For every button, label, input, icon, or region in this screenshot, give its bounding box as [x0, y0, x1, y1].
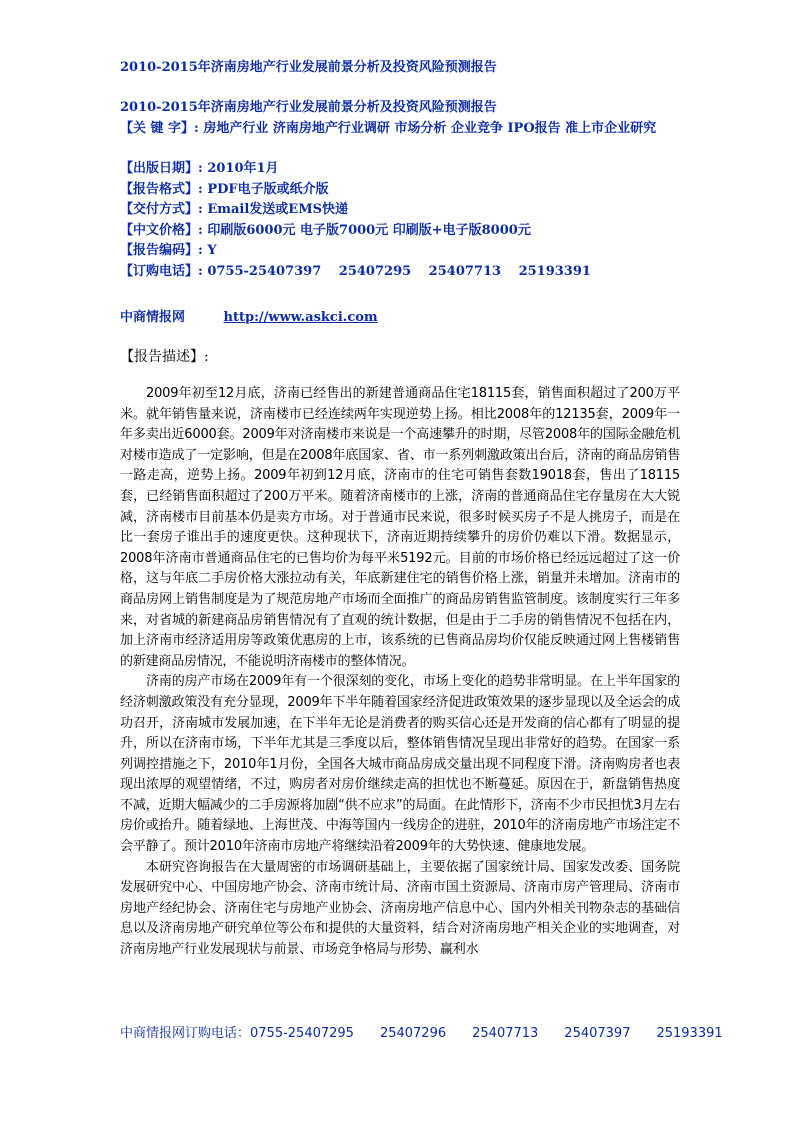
- delivery-method: 【交付方式】: Email发送或EMS快递: [120, 202, 348, 217]
- footer-number: 25193391: [656, 1026, 723, 1041]
- description-body: [120, 384, 680, 961]
- paragraph: 2009年初至12月底，济南已经售出的新建普通商品住宅18115套，销售面积超过了200万平米。就年销售量来说，济南楼市已经连续两年实现逆势上扬。相比2008年的12135套，2009年一年多卖出近6000套。2009年对济南楼市来说是一个高速攀升的时期，尽管2008年的国际金融危机对楼市造成了一定影响，但是在2008年底国家、省、市一系列刺激政策出台后，济南的商品房销售一路走高，逆势上扬。2009年初到12月底，济南市的住宅可销售套数19018套，售出了18115套，已经销售面积超过了200万平米。随着济南楼市的上涨，济南的普通商品住宅存量房在大大锐减，济南楼市目前基本仍是卖方市场。对于普通市民来说，很多时候买房子不是人挑房子，而是在比一套房子谁出手的速度更快。这种现状下，济南近期持续攀升的房价仍难以下滑。数据显示，2008年济南市普通商品住宅的已售均价为每平米5192元。目前的市场价格已经远远超过了这一价格，这与年底二手房价格大涨拉动有关，年底新建住宅的销售价格上涨，销量并未增加。济南市的商品房网上销售制度是为了规范房地产市场而全面推广的商品房销售监管制度。该制度实行三年多来，对省城的新建商品房销售情况有了直观的统计数据，但是由于二手房的销售情况不包括在内，加上济南市经济适用房等政策优惠房的上市，该系统的已售商品房均价仅能反映通过网上售楼销售的新建商品房情况，不能说明济南楼市的整体情况。: [120, 386, 680, 669]
- footer-number: 25407713: [472, 1026, 539, 1041]
- publish-date: 【出版日期】: 2010年1月: [120, 161, 279, 176]
- paragraph: 济南的房产市场在2009年有一个很深刻的变化，市场上变化的趋势非常明显。在上半年国家的经济刺激政策没有充分显现，2009年下半年随着国家经济促进政策效果的逐步显现以及全运会的成功召开，济南城市发展加速，在下半年无论是消费者的购买信心还是开发商的信心都有了明显的提升，所以在济南市场，下半年尤其是三季度以后，整体销售情况呈现出非常好的趋势。在国家一系列调控措施之下，2010年1月份，全国各大城市商品房成交量出现不同程度下滑。济南购房者也表现出浓厚的观望情绪，不过，购房者对房价继续走高的担忧也不断蔓延。原因在于，新盘销售热度不减，近期大幅减少的二手房源将加剧“供不应求”的局面。在此情形下，济南不少市民担忧3月左右房价或抬升。随着绿地、上海世茂、中海等国内一线房企的进驻，2010年的济南房地产市场注定不会平静了。预计2010年济南市房地产将继续沿着2009年的大势快速、健康地发展。: [120, 674, 680, 855]
- report-format: 【报告格式】: PDF电子版或纸介版: [120, 181, 329, 197]
- site-link[interactable]: http://www.askci.com: [223, 310, 378, 325]
- order-phone: 【订购电话】: 0755-25407397 25407295 25407713 25193391: [120, 263, 591, 279]
- keywords-line: 【关 键 字】: 房地产行业 济南房地产行业调研 市场分析 企业竞争 IPO报告 准上市企业研究: [120, 121, 657, 136]
- site-name: 中商情报网: [120, 310, 186, 325]
- report-title: 2010-2015年济南房地产行业发展前景分析及投资风险预测报告: [120, 100, 497, 115]
- footer-label: 中商情报网订购电话：0755-25407295: [120, 1026, 354, 1041]
- footer-phones: [120, 1024, 723, 1044]
- page-title: 2010-2015年济南房地产行业发展前景分析及投资风险预测报告: [120, 60, 497, 75]
- footer-number: 25407296: [379, 1026, 447, 1041]
- report-meta: [120, 159, 591, 282]
- footer-number: 25407397: [564, 1026, 631, 1041]
- report-code: 【报告编码】: Y: [120, 243, 217, 258]
- price: 【中文价格】: 印刷版6000元 电子版7000元 印刷版+电子版8000元: [120, 222, 531, 238]
- site-line: [120, 308, 378, 328]
- paragraph: 本研究咨询报告在大量周密的市场调研基础上，主要依据了国家统计局、国家发改委、国务院发展研究中心、中国房地产协会、济南市统计局、济南市国土资源局、济南市房产管理局、济南市房地产经纪协会、济南住宅与房地产业协会、济南房地产信息中心、国内外相关刊物杂志的基础信息以及济南房地产研究单位等公布和提供的大量资料，结合对济南房地产相关企业的实地调查，对济南房地产行业发展现状与前景、市场竞争格局与形势、赢利水: [120, 859, 680, 958]
- description-heading: 【报告描述】:: [120, 349, 209, 365]
